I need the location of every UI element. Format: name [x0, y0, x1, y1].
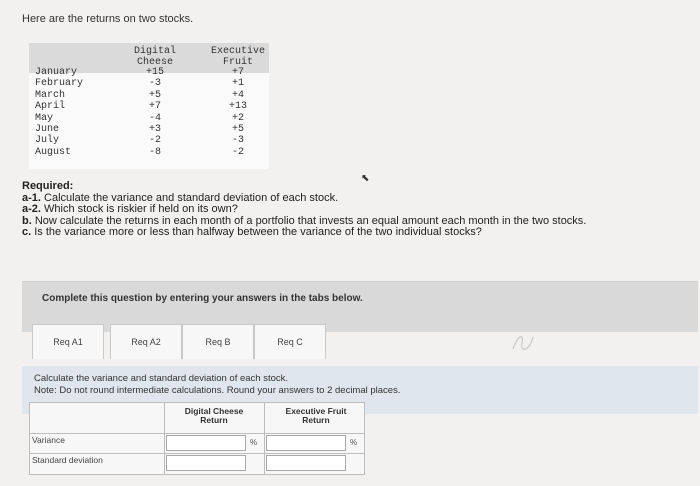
- digital-header-line2: Cheese: [136, 57, 173, 69]
- required-section: [22, 181, 586, 239]
- instruction-line2: Note: Do not round intermediate calculations. Round your answers to 2 decimal places.: [34, 384, 401, 396]
- col2-line2: Return: [302, 415, 330, 425]
- tab-req-c[interactable]: Req C: [254, 324, 326, 359]
- digital-cheese-header: [129, 46, 181, 69]
- b-text: Now calculate the returns in each month of a portfolio that invests an equal amount each month in the two stocks.: [31, 214, 587, 227]
- percent-label: %: [250, 438, 258, 447]
- tab-req-a1[interactable]: Req A1: [32, 324, 104, 359]
- banner-text: Complete this question by entering your answers in the tabs below.: [42, 293, 363, 304]
- divider: [264, 403, 265, 474]
- digital-return-cell: -4: [148, 112, 161, 124]
- a1-text: Calculate the variance and standard deviation of each stock.: [40, 191, 339, 204]
- std-dev-row-label: Standard deviation: [32, 455, 103, 465]
- instruction-line1: Calculate the variance and standard deviation of each stock.: [34, 373, 289, 384]
- month-cell: April: [35, 101, 66, 113]
- digital-return-cell: +15: [145, 67, 164, 78]
- col2-line1: Executive Fruit: [285, 406, 347, 416]
- exec-header-line1: Executive: [210, 46, 265, 57]
- a1-label: a-1.: [22, 191, 41, 204]
- month-column: [35, 67, 83, 158]
- exec-return-cell: +5: [231, 124, 244, 136]
- divider: [30, 433, 364, 434]
- c-text: Is the variance more or less than halfway between the variance of the two individual stocks?: [31, 226, 482, 239]
- col1-line1: Digital Cheese: [184, 406, 244, 416]
- executive-fruit-return-header: [268, 407, 364, 425]
- tab-req-a2[interactable]: Req A2: [110, 324, 182, 359]
- month-cell: February: [35, 78, 84, 90]
- std-dev-exec-input[interactable]: [266, 455, 346, 471]
- month-cell: March: [35, 89, 66, 101]
- b-label: b.: [22, 214, 32, 227]
- divider: [30, 453, 364, 454]
- exec-header-line2: Fruit: [222, 57, 253, 69]
- divider: [164, 403, 165, 474]
- exec-return-cell: -3: [231, 135, 244, 147]
- month-cell: July: [35, 135, 60, 147]
- digital-return-cell: -2: [148, 135, 161, 147]
- variance-digital-input[interactable]: [166, 435, 246, 451]
- pen-mark-icon: [510, 331, 536, 355]
- instructions-text: [34, 373, 400, 396]
- a2-label: a-2.: [22, 203, 41, 216]
- question-c: [22, 227, 586, 239]
- a2-text: Which stock is riskier if held on its own?: [40, 203, 238, 216]
- col1-line2: Return: [200, 415, 228, 425]
- digital-return-cell: -8: [148, 146, 161, 158]
- digital-return-cell: -3: [148, 78, 161, 90]
- required-heading: Required:: [22, 180, 74, 192]
- returns-table: [29, 43, 269, 169]
- variance-row-label: Variance: [32, 435, 65, 445]
- c-label: c.: [22, 226, 32, 239]
- month-cell: August: [35, 146, 72, 158]
- exec-return-cell: +2: [231, 112, 244, 124]
- digital-return-cell: +5: [148, 89, 161, 101]
- answer-table: [29, 402, 365, 475]
- month-cell: January: [35, 67, 78, 78]
- exec-return-cell: +7: [231, 67, 244, 78]
- month-cell: June: [35, 124, 60, 136]
- digital-cheese-return-header: [172, 407, 256, 425]
- mouse-cursor-icon: ⬉: [361, 173, 370, 184]
- digital-return-cell: +3: [148, 124, 161, 136]
- tab-req-b[interactable]: Req B: [182, 324, 254, 359]
- digital-header-line1: Digital: [133, 46, 176, 57]
- executive-fruit-header: [205, 46, 271, 69]
- exec-return-cell: +13: [228, 101, 247, 113]
- digital-return-cell: +7: [148, 101, 161, 113]
- digital-returns-column: [129, 67, 181, 158]
- std-dev-digital-input[interactable]: [166, 455, 246, 471]
- variance-exec-input[interactable]: [266, 435, 346, 451]
- exec-return-cell: +4: [231, 89, 244, 101]
- exec-returns-column: [209, 67, 267, 158]
- exec-return-cell: +1: [231, 78, 244, 90]
- intro-text: Here are the returns on two stocks.: [22, 13, 194, 25]
- month-cell: May: [35, 112, 54, 124]
- percent-label: %: [350, 438, 358, 447]
- exec-return-cell: -2: [231, 146, 244, 158]
